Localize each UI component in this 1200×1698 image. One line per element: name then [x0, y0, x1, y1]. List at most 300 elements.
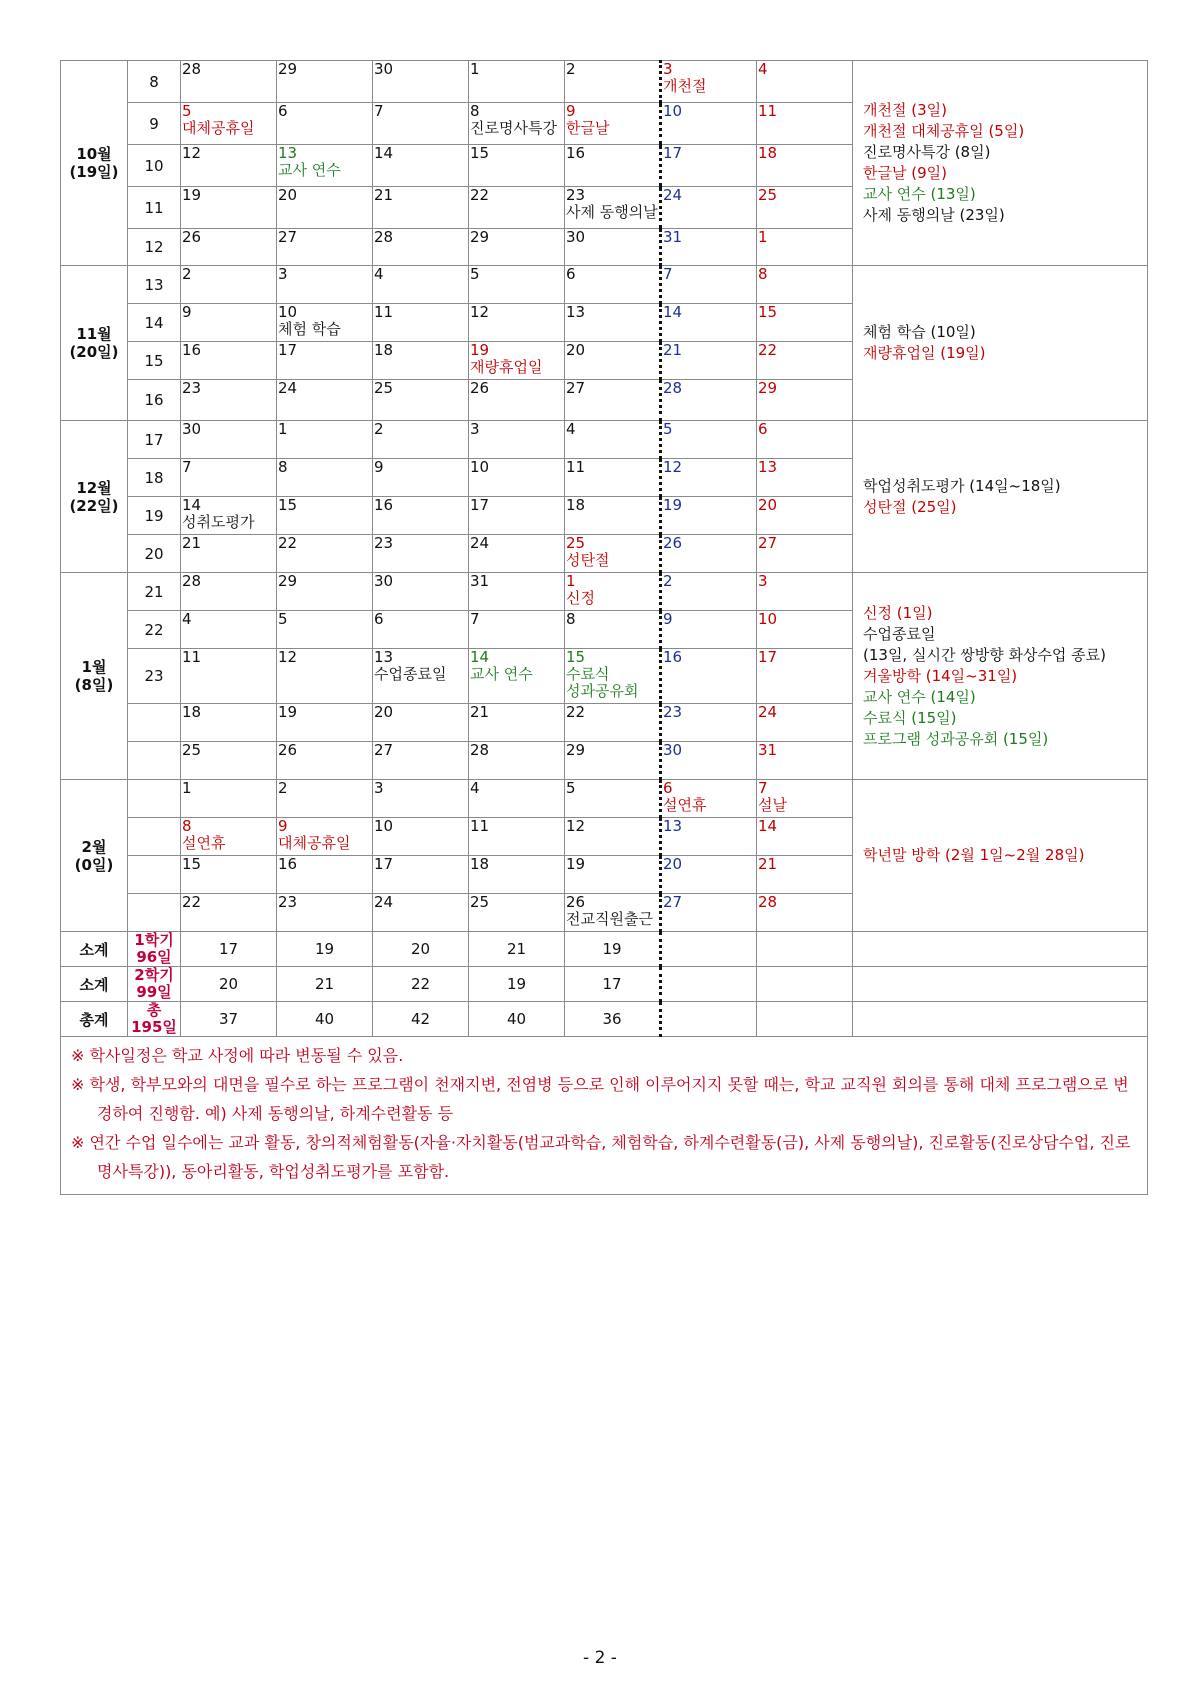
day-number: 21	[758, 855, 778, 873]
day-number: 12	[182, 144, 202, 162]
day-number: 10	[663, 102, 683, 120]
day-number: 24	[470, 534, 490, 552]
day-cell	[565, 187, 661, 229]
week-number: 15	[128, 342, 181, 380]
day-cell	[181, 704, 277, 742]
day-number: 3	[470, 420, 480, 438]
week-number	[128, 780, 181, 818]
day-event: 수료식	[566, 665, 610, 683]
day-number: 22	[566, 703, 586, 721]
summary-value: 19	[277, 932, 373, 967]
day-cell	[661, 573, 757, 611]
summary-empty	[757, 1002, 853, 1037]
day-number: 4	[182, 610, 192, 628]
day-cell	[661, 380, 757, 421]
week-number: 21	[128, 573, 181, 611]
day-number: 26	[663, 534, 683, 552]
day-cell	[469, 780, 565, 818]
day-number: 8	[566, 610, 576, 628]
day-cell	[661, 535, 757, 573]
month-label-cell	[61, 573, 128, 780]
semester-days-line: 195일	[131, 1018, 177, 1036]
day-number: 16	[182, 341, 202, 359]
day-number: 5	[566, 779, 576, 797]
month-name: 12월	[76, 478, 112, 497]
day-cell	[565, 856, 661, 894]
month-days: (19일)	[69, 163, 119, 181]
day-cell	[565, 497, 661, 535]
note-line: 수료식 (15일)	[863, 708, 957, 727]
note-line: 진로명사특강 (8일)	[863, 143, 991, 161]
day-cell	[565, 818, 661, 856]
day-number: 18	[758, 144, 778, 162]
day-number: 4	[758, 60, 768, 78]
day-cell	[661, 229, 757, 266]
day-cell	[757, 535, 853, 573]
day-number: 16	[663, 648, 683, 666]
day-number: 9	[566, 102, 576, 120]
day-cell	[277, 304, 373, 342]
day-cell	[469, 145, 565, 187]
summary-empty	[757, 932, 853, 967]
day-number: 3	[663, 60, 673, 78]
day-cell	[277, 818, 373, 856]
day-cell	[661, 611, 757, 649]
week-number: 14	[128, 304, 181, 342]
day-number: 8	[758, 265, 768, 283]
day-cell	[757, 187, 853, 229]
day-number: 3	[278, 265, 288, 283]
day-cell	[469, 611, 565, 649]
day-number: 6	[663, 779, 673, 797]
month-name: 2월	[81, 837, 107, 856]
day-event: 설연휴	[182, 834, 226, 852]
day-cell	[277, 649, 373, 704]
month-label-cell	[61, 266, 128, 421]
day-cell	[181, 818, 277, 856]
day-number: 23	[182, 379, 202, 397]
day-number: 15	[182, 855, 202, 873]
academic-calendar-table	[60, 60, 1148, 1195]
day-number: 1	[182, 779, 192, 797]
day-number: 29	[758, 379, 778, 397]
day-cell	[565, 380, 661, 421]
day-cell	[661, 742, 757, 780]
week-number	[128, 818, 181, 856]
day-number: 13	[566, 303, 586, 321]
day-cell	[661, 421, 757, 459]
note-line: 학업성취도평가 (14일~18일)	[863, 476, 1061, 495]
day-cell	[469, 229, 565, 266]
day-number: 26	[566, 893, 586, 911]
day-number: 29	[278, 60, 298, 78]
day-number: 21	[470, 703, 490, 721]
day-number: 27	[566, 379, 586, 397]
day-number: 2	[182, 265, 192, 283]
day-number: 17	[278, 341, 298, 359]
day-number: 5	[663, 420, 673, 438]
semester-days-line: 1학기	[134, 931, 174, 949]
day-event: 개천절	[663, 77, 707, 95]
day-number: 1	[566, 572, 576, 590]
summary-value: 20	[181, 967, 277, 1002]
note-line: 수업종료일	[863, 624, 936, 643]
day-cell	[565, 145, 661, 187]
summary-label: 소계	[61, 932, 128, 967]
day-number: 28	[470, 741, 490, 759]
day-number: 28	[182, 60, 202, 78]
day-cell	[565, 459, 661, 497]
summary-value: 21	[277, 967, 373, 1002]
summary-value: 40	[469, 1002, 565, 1037]
note-line: 재량휴업일 (19일)	[863, 344, 986, 362]
day-cell	[757, 61, 853, 103]
day-cell	[277, 266, 373, 304]
day-number: 14	[374, 144, 394, 162]
day-number: 24	[663, 186, 683, 204]
day-cell	[469, 649, 565, 704]
week-number: 10	[128, 145, 181, 187]
day-number: 7	[374, 102, 384, 120]
day-number: 6	[758, 420, 768, 438]
day-cell	[661, 649, 757, 704]
day-cell	[565, 573, 661, 611]
day-number: 9	[663, 610, 673, 628]
note-line: 체험 학습 (10일)	[863, 323, 976, 341]
day-number: 8	[278, 458, 288, 476]
day-cell	[373, 229, 469, 266]
week-number: 17	[128, 421, 181, 459]
day-cell	[181, 573, 277, 611]
day-number: 15	[470, 144, 490, 162]
day-cell	[565, 780, 661, 818]
day-cell	[181, 380, 277, 421]
day-cell	[373, 704, 469, 742]
day-cell	[277, 742, 373, 780]
note-line: 개천절 (3일)	[863, 101, 947, 119]
day-number: 18	[374, 341, 394, 359]
day-cell	[277, 497, 373, 535]
day-cell	[469, 421, 565, 459]
day-event: 대체공휴일	[278, 834, 351, 852]
day-cell	[373, 61, 469, 103]
day-cell	[373, 380, 469, 421]
day-cell	[757, 704, 853, 742]
month-label-cell	[61, 61, 128, 266]
day-number: 24	[758, 703, 778, 721]
day-cell	[277, 342, 373, 380]
day-number: 8	[182, 817, 192, 835]
day-cell	[661, 61, 757, 103]
day-number: 20	[566, 341, 586, 359]
month-notes	[853, 266, 1148, 421]
day-cell	[181, 342, 277, 380]
day-cell	[565, 229, 661, 266]
day-cell	[469, 497, 565, 535]
day-cell	[181, 649, 277, 704]
day-event: 수업종료일	[374, 665, 447, 683]
semester-days-line: 총	[146, 1001, 162, 1019]
day-cell	[373, 535, 469, 573]
day-number: 22	[182, 893, 202, 911]
day-cell	[661, 818, 757, 856]
day-number: 17	[470, 496, 490, 514]
day-number: 29	[278, 572, 298, 590]
day-number: 3	[374, 779, 384, 797]
day-cell	[757, 342, 853, 380]
day-number: 24	[278, 379, 298, 397]
day-number: 10	[758, 610, 778, 628]
day-number: 31	[758, 741, 778, 759]
note-line: 개천절 대체공휴일 (5일)	[863, 122, 1025, 140]
day-cell	[373, 145, 469, 187]
day-cell	[469, 380, 565, 421]
day-number: 19	[663, 496, 683, 514]
semester-days	[128, 967, 181, 1002]
day-number: 6	[566, 265, 576, 283]
day-cell	[757, 649, 853, 704]
summary-value: 19	[565, 932, 661, 967]
month-days: (8일)	[74, 676, 114, 694]
note-line: 신정 (1일)	[863, 603, 933, 622]
day-number: 21	[374, 186, 394, 204]
day-number: 15	[758, 303, 778, 321]
week-row	[61, 780, 1148, 818]
day-cell	[661, 497, 757, 535]
week-number	[128, 856, 181, 894]
day-cell	[181, 229, 277, 266]
day-cell	[469, 535, 565, 573]
week-number	[128, 742, 181, 780]
day-cell	[757, 145, 853, 187]
day-number: 7	[663, 265, 673, 283]
day-number: 31	[663, 228, 683, 246]
day-event: 설연휴	[663, 796, 707, 814]
day-cell	[373, 459, 469, 497]
day-cell	[757, 611, 853, 649]
note-line: 학년말 방학 (2월 1일~2월 28일)	[863, 846, 1085, 864]
day-cell	[469, 742, 565, 780]
day-number: 30	[663, 741, 683, 759]
day-cell	[565, 421, 661, 459]
day-event: 성취도평가	[182, 513, 255, 531]
day-number: 16	[278, 855, 298, 873]
day-number: 1	[758, 228, 768, 246]
note-line: 교사 연수 (14일)	[863, 687, 976, 706]
day-number: 10	[374, 817, 394, 835]
day-cell	[469, 704, 565, 742]
day-cell	[565, 266, 661, 304]
day-number: 29	[470, 228, 490, 246]
month-name: 11월	[76, 325, 112, 343]
summary-value: 20	[373, 932, 469, 967]
note-line: 한글날 (9일)	[863, 164, 947, 182]
day-cell	[277, 380, 373, 421]
week-number: 20	[128, 535, 181, 573]
day-event: 한글날	[566, 119, 610, 137]
day-number: 1	[278, 420, 288, 438]
day-number: 20	[374, 703, 394, 721]
day-number: 15	[278, 496, 298, 514]
summary-note-empty	[853, 1002, 1148, 1037]
day-cell	[277, 229, 373, 266]
day-cell	[565, 742, 661, 780]
day-number: 11	[758, 102, 778, 120]
week-number: 8	[128, 61, 181, 103]
day-number: 16	[374, 496, 394, 514]
day-number: 30	[182, 420, 202, 438]
day-number: 4	[374, 265, 384, 283]
day-number: 29	[566, 741, 586, 759]
day-number: 31	[470, 572, 490, 590]
day-cell	[277, 421, 373, 459]
day-cell	[469, 103, 565, 145]
day-number: 5	[470, 265, 480, 283]
day-cell	[181, 497, 277, 535]
day-cell	[373, 611, 469, 649]
day-number: 25	[182, 741, 202, 759]
week-row	[61, 573, 1148, 611]
day-number: 18	[470, 855, 490, 873]
day-number: 2	[374, 420, 384, 438]
day-number: 9	[374, 458, 384, 476]
semester-days-line: 96일	[136, 948, 172, 966]
day-number: 28	[374, 228, 394, 246]
week-number: 23	[128, 649, 181, 704]
footnote-line: ※ 학생, 학부모와의 대면을 필수로 하는 프로그램이 천재지변, 전염병 등으로 인해 이루어지지 못할 때는, 학교 교직원 회의를 통해 대체 프로그램으로 변경하여 진행함. 예) 사제 동행의날, 하계수련활동 등	[71, 1075, 1129, 1123]
day-number: 24	[374, 893, 394, 911]
week-number: 16	[128, 380, 181, 421]
day-number: 18	[566, 496, 586, 514]
day-cell	[373, 187, 469, 229]
footnote-row	[61, 1037, 1148, 1195]
summary-value: 19	[469, 967, 565, 1002]
day-number: 18	[182, 703, 202, 721]
summary-empty	[661, 932, 757, 967]
day-cell	[757, 459, 853, 497]
day-number: 22	[758, 341, 778, 359]
day-number: 27	[278, 228, 298, 246]
summary-value: 36	[565, 1002, 661, 1037]
day-cell	[565, 535, 661, 573]
day-number: 25	[566, 534, 586, 552]
summary-value: 37	[181, 1002, 277, 1037]
day-cell	[181, 459, 277, 497]
day-cell	[373, 266, 469, 304]
day-number: 13	[663, 817, 683, 835]
day-number: 26	[470, 379, 490, 397]
day-number: 1	[470, 60, 480, 78]
day-number: 26	[182, 228, 202, 246]
day-cell	[277, 459, 373, 497]
summary-row	[61, 967, 1148, 1002]
day-cell	[565, 894, 661, 932]
summary-value: 17	[181, 932, 277, 967]
day-cell	[661, 145, 757, 187]
day-cell	[661, 187, 757, 229]
week-number: 22	[128, 611, 181, 649]
day-number: 21	[182, 534, 202, 552]
day-cell	[565, 649, 661, 704]
month-notes	[853, 780, 1148, 932]
day-event: 전교직원출근	[566, 910, 653, 928]
day-cell	[565, 103, 661, 145]
day-number: 19	[470, 341, 490, 359]
day-number: 17	[374, 855, 394, 873]
day-number: 2	[663, 572, 673, 590]
day-cell	[565, 704, 661, 742]
day-number: 13	[278, 144, 298, 162]
day-cell	[181, 187, 277, 229]
page-number: - 2 -	[583, 1648, 617, 1668]
day-cell	[757, 266, 853, 304]
day-cell	[757, 380, 853, 421]
week-number: 9	[128, 103, 181, 145]
day-number: 30	[374, 60, 394, 78]
day-cell	[757, 573, 853, 611]
day-number: 30	[374, 572, 394, 590]
day-cell	[373, 497, 469, 535]
day-event: 성탄절	[566, 551, 610, 569]
day-number: 28	[182, 572, 202, 590]
day-cell	[181, 535, 277, 573]
day-number: 9	[278, 817, 288, 835]
day-number: 14	[663, 303, 683, 321]
day-number: 14	[470, 648, 490, 666]
day-number: 23	[374, 534, 394, 552]
day-cell	[373, 103, 469, 145]
day-cell	[277, 61, 373, 103]
day-event: 교사 연수	[470, 665, 533, 683]
day-number: 12	[278, 648, 298, 666]
day-cell	[757, 103, 853, 145]
day-number: 19	[566, 855, 586, 873]
day-number: 26	[278, 741, 298, 759]
month-name: 1월	[81, 658, 107, 676]
day-cell	[277, 535, 373, 573]
day-number: 17	[758, 648, 778, 666]
month-notes	[853, 421, 1148, 573]
day-event: 설날	[758, 796, 787, 814]
day-cell	[565, 61, 661, 103]
day-number: 11	[374, 303, 394, 321]
day-number: 2	[566, 60, 576, 78]
footnote-line: ※ 연간 수업 일수에는 교과 활동, 창의적체험활동(자율·자치활동(범교과학습, 체험학습, 하계수련활동(금), 사제 동행의날), 진로활동(진로상담수업, 진로명사특강)), 동아리활동, 학업성취도평가를 포함함.	[71, 1133, 1131, 1181]
week-number: 18	[128, 459, 181, 497]
day-event: 대체공휴일	[182, 119, 255, 137]
summary-note-empty	[853, 967, 1148, 1002]
day-cell	[181, 421, 277, 459]
day-number: 25	[758, 186, 778, 204]
day-number: 12	[566, 817, 586, 835]
week-number: 11	[128, 187, 181, 229]
semester-days	[128, 1002, 181, 1037]
day-event: 성과공유회	[566, 682, 639, 700]
day-number: 9	[182, 303, 192, 321]
day-cell	[181, 780, 277, 818]
week-number: 19	[128, 497, 181, 535]
week-number: 13	[128, 266, 181, 304]
day-number: 11	[182, 648, 202, 666]
day-number: 13	[374, 648, 394, 666]
summary-value: 40	[277, 1002, 373, 1037]
day-cell	[277, 103, 373, 145]
day-cell	[757, 421, 853, 459]
semester-days-line: 99일	[136, 983, 172, 1001]
day-cell	[277, 145, 373, 187]
day-number: 14	[758, 817, 778, 835]
day-cell	[469, 818, 565, 856]
